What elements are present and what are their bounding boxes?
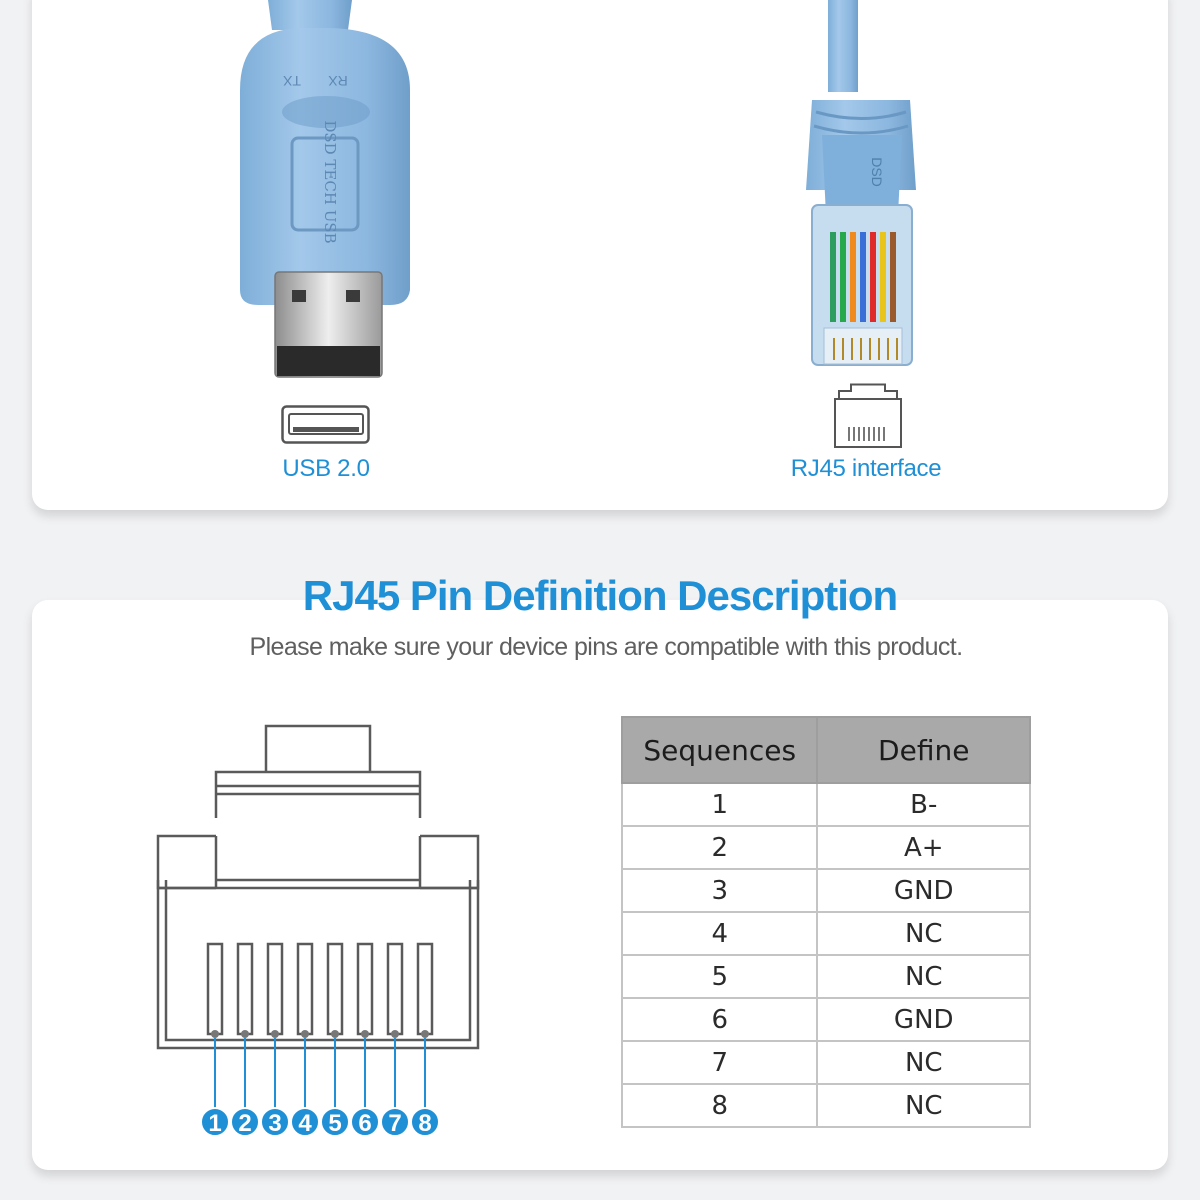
usb-port-icon [281,405,371,445]
pin-contact [361,1030,369,1038]
define-cell: NC [817,912,1030,955]
pin-number-label: 4 [298,1110,312,1137]
sequence-cell: 2 [622,826,817,869]
table-row [622,783,1030,826]
sequence-cell: 5 [622,955,817,998]
define-cell: B- [817,783,1030,826]
pin-number-label: 2 [238,1110,252,1137]
pin-slot [268,944,282,1034]
pin-number-label: 8 [418,1110,432,1137]
rj45-caption: RJ45 interface [790,455,942,482]
define-cell: NC [817,1041,1030,1084]
header-define: Define [817,717,1030,783]
pin-contact [301,1030,309,1038]
usb-plug-brand-text: DSD TECH USB [321,120,339,244]
sequence-cell: 7 [622,1041,817,1084]
table-row [622,955,1030,998]
pin-slot [208,944,222,1034]
pin-slot [328,944,342,1034]
table-row [622,998,1030,1041]
pin-contact [391,1030,399,1038]
pin-slot [238,944,252,1034]
table-row [622,826,1030,869]
pin-contact [421,1030,429,1038]
table-header-row [622,717,1030,783]
define-cell: NC [817,1084,1030,1127]
define-cell: GND [817,998,1030,1041]
rj45-pinout-diagram [150,720,490,1150]
usb-cable-image [0,0,1200,520]
section-title: RJ45 Pin Definition Description [302,572,898,619]
sequence-cell: 8 [622,1084,817,1127]
define-cell: GND [817,869,1030,912]
usb-caption: USB 2.0 [282,455,370,482]
table-row [622,1084,1030,1127]
rj45-port-icon [833,383,903,449]
pin-number-label: 7 [388,1110,402,1137]
section-subtitle: Please make sure your device pins are compatible with this product. [249,633,963,661]
pin-contact [271,1030,279,1038]
pin-number-label: 3 [268,1110,282,1137]
pin-definition-table [621,716,1031,1128]
rj45-brand-text: DSD [869,157,885,187]
usb-rx-label: RX [328,73,348,89]
pin-number-label: 1 [208,1110,222,1137]
pin-number-label: 5 [328,1110,342,1137]
usb-tx-label: TX [283,73,301,89]
header-sequences: Sequences [622,717,817,783]
table-row [622,1041,1030,1084]
define-cell: NC [817,955,1030,998]
sequence-cell: 6 [622,998,817,1041]
pin-contact [331,1030,339,1038]
pin-contact [241,1030,249,1038]
sequence-cell: 4 [622,912,817,955]
define-cell: A+ [817,826,1030,869]
table-row [622,869,1030,912]
sequence-cell: 1 [622,783,817,826]
sequence-cell: 3 [622,869,817,912]
pin-slot [418,944,432,1034]
pin-slot [298,944,312,1034]
pin-contact [211,1030,219,1038]
pin-slot [358,944,372,1034]
table-row [622,912,1030,955]
pin-slot [388,944,402,1034]
pin-number-label: 6 [358,1110,372,1137]
